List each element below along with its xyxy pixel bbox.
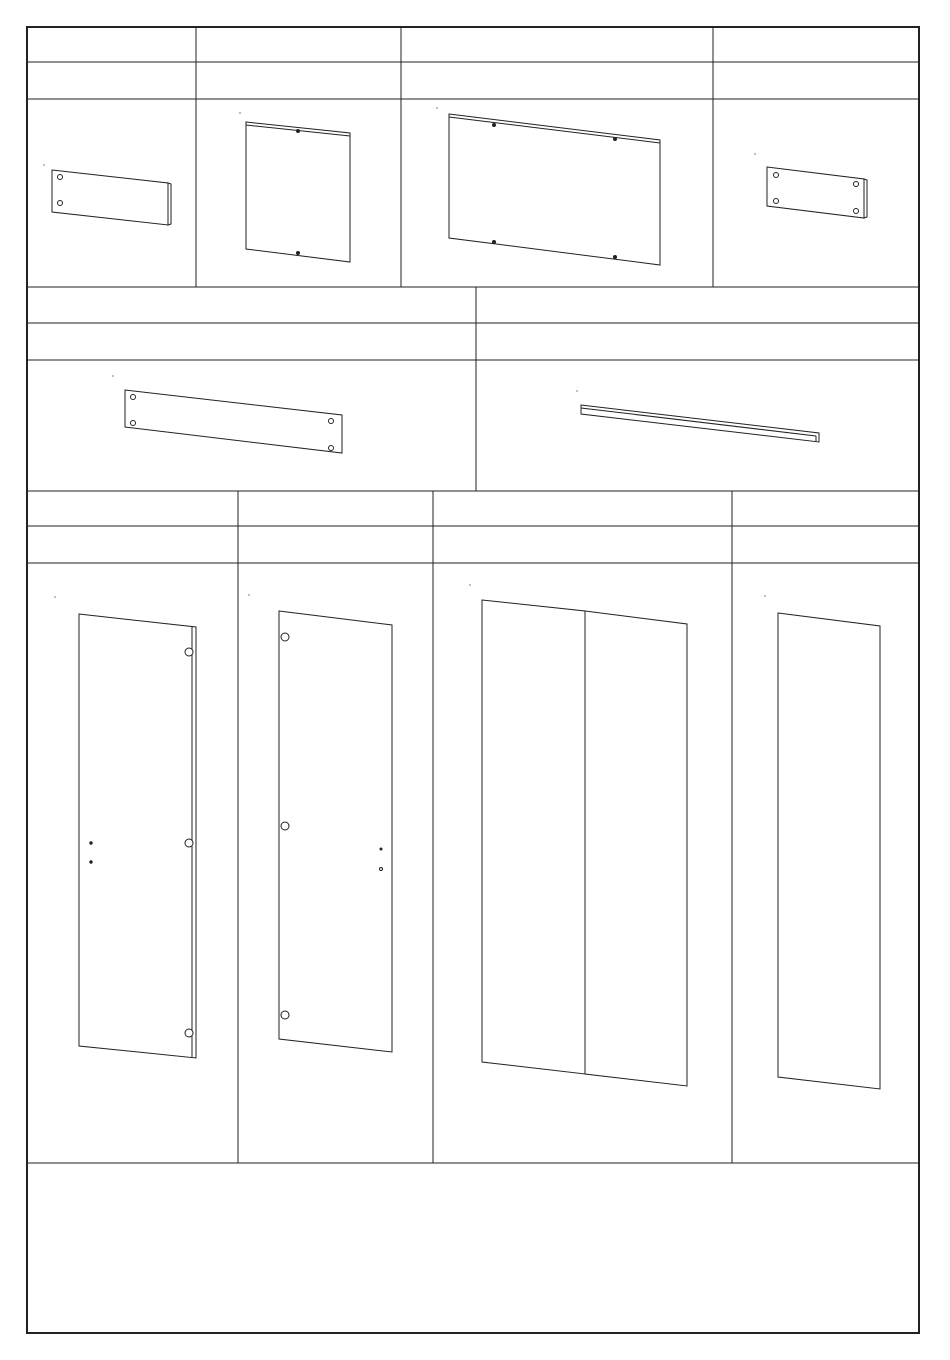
wide-panel-with-pins xyxy=(449,114,660,265)
side-panel-right-holes xyxy=(79,614,196,1058)
square-panel-with-pins xyxy=(246,122,350,262)
double-door-pair xyxy=(482,600,687,1086)
side-panel-left-holes xyxy=(279,611,392,1052)
long-shelf-panel xyxy=(125,390,342,453)
small-panel-with-four-holes-b xyxy=(767,167,867,218)
rail-bar xyxy=(581,405,819,442)
small-panel-with-four-holes xyxy=(52,170,171,225)
back-panel xyxy=(778,613,880,1089)
